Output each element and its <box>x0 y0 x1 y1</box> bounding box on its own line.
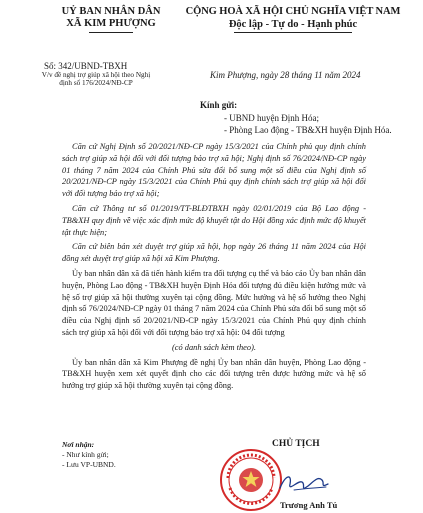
recipient-item: - UBND huyện Định Hóa; <box>224 113 319 123</box>
letter-body <box>62 141 366 395</box>
attachment-note: (có danh sách kèm theo). <box>172 342 256 352</box>
body-paragraph: Ủy ban nhân dân xã Kim Phượng đề nghị Ủy ban nhân dân huyện, Phòng Lao động - TB&XH huyện xem xét quyết định cho các đối tượng trên được hưởng mức và hệ số hưởng trợ giúp xã hội thường xuyên tại cộng đồng. <box>62 357 366 391</box>
handwritten-signature-icon <box>276 470 332 496</box>
national-motto: Độc lập - Tự do - Hạnh phúc <box>228 19 358 30</box>
national-header <box>166 6 420 33</box>
document-number: Số: 342/UBND-TBXH <box>44 61 128 71</box>
distribution-item: - Lưu VP-UBND. <box>62 460 116 469</box>
signer-name: Trương Anh Tú <box>280 500 338 510</box>
country-name: CỘNG HOÀ XÃ HỘI CHỦ NGHĨA VIỆT NAM <box>185 6 401 17</box>
distribution-item: - Như kính gửi; <box>62 450 109 459</box>
legal-basis-paragraph: Căn cứ Thông tư số 01/2019/TT-BLĐTBXH ngày 02/01/2019 của Bộ Lao động - TB&XH quy định về việc xác định mức độ khuyết tật do Hội đồng xác định mức độ khuyết tật thực hiện; <box>62 203 366 237</box>
recipients-label: Kính gửi: <box>200 100 238 110</box>
motto-underline <box>234 32 352 33</box>
legal-basis-paragraph: Căn cứ Nghị Định số 20/2021/NĐ-CP ngày 15/3/2021 của Chính phủ quy định chính sách trợ giúp xã hội đối với đối tượng bảo trợ xã hội; Nghị định số 76/2024/NĐ-CP ngày 01 tháng 7 năm 2024 của Chính Phủ sửa đổi bổ sung một số điều của Nghị định số 20/2021/NĐ-CP ngày 15/3/2021 của Chính Phủ quy định chính sách trợ giúp xã hội đối với đối tượng bảo trợ xã hội; <box>62 142 366 199</box>
distribution-list <box>62 440 116 470</box>
recipient-item: - Phòng Lao động - TB&XH huyện Định Hóa. <box>224 125 392 135</box>
agency-name: UỶ BAN NHÂN DÂN <box>61 6 161 17</box>
document-subject: V/v đề nghị trợ giúp xã hội theo Nghị định số 176/2024/NĐ-CP <box>41 71 151 88</box>
body-paragraph: Ủy ban nhân dân xã đã tiến hành kiểm tra đối tượng cụ thể và báo cáo Ủy ban nhân dân huyện, Phòng Lao động - TB&XH huyện Định Hóa đối tượng đủ điều kiện hưởng mức và hệ số trợ giúp xã hội thường xuyên tại cộng đồng. Mức hưởng và hệ số hưởng theo Nghị định số 76/2024/NĐ-CP ngày 01 tháng 7 năm 2024 của Chính Phủ sửa đổi bổ sung một số điều của Nghị định số 20/2021/NĐ-CP ngày 15/3/2021 của Chính Phủ quy định chính sách trợ giúp xã hội đối với đối tượng bảo trợ xã hội: 04 đối tượng <box>62 268 366 337</box>
official-seal-icon <box>218 448 284 512</box>
legal-basis-paragraph: Căn cứ biên bản xét duyệt trợ giúp xã hội, họp ngày 26 tháng 11 năm 2024 của Hội đồng xét duyệt trợ giúp xã hội xã Kim Phượng. <box>62 242 366 264</box>
date-line: Kim Phượng, ngày 28 tháng 11 năm 2024 <box>210 70 361 80</box>
agency-underline <box>89 32 133 33</box>
distribution-label: Nơi nhận: <box>62 440 95 449</box>
signer-position: CHỦ TỊCH <box>272 439 320 449</box>
agency-header <box>36 6 186 33</box>
agency-commune: XÃ KIM PHƯỢNG <box>66 18 156 29</box>
